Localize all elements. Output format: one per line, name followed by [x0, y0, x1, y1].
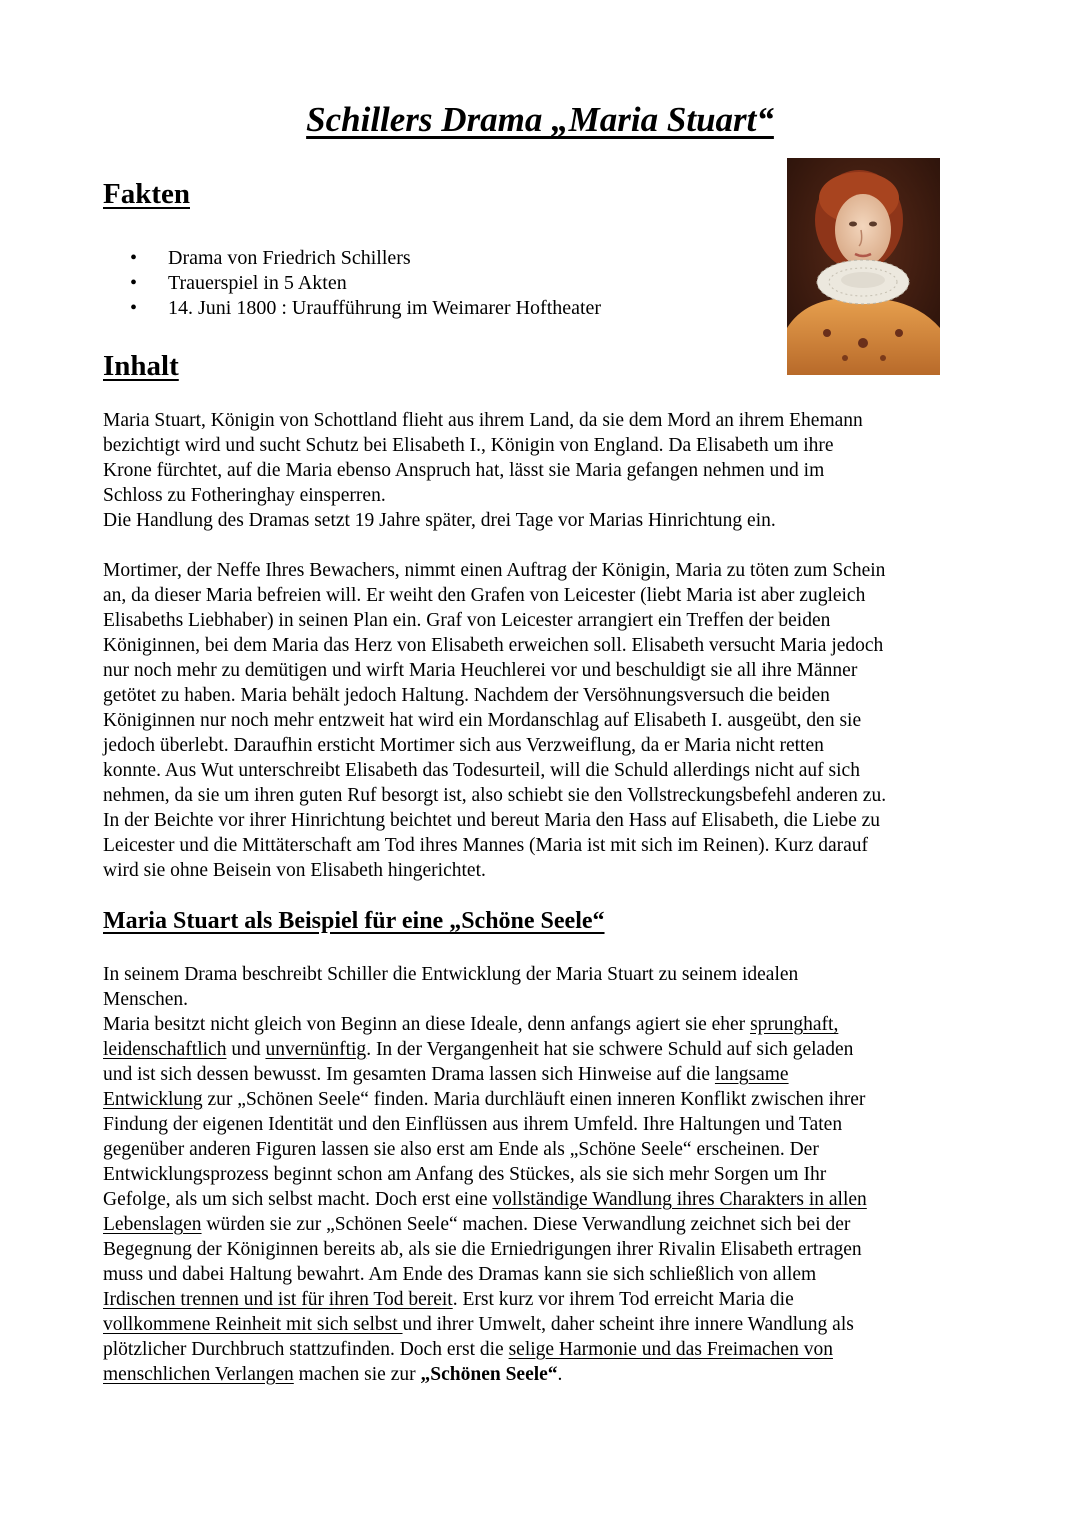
text-line: nehmen, da sie um ihren guten Ruf besorgt ist, also schiebt sie den Vollstreckungsbefehl anderen zu. — [103, 785, 887, 806]
document-title: Schillers Drama „Maria Stuart“ — [306, 100, 774, 139]
summary-paragraph-1 — [103, 408, 983, 533]
text-line: gegenüber anderen Figuren lassen sie also erst am Ende als „Schöne Seele“ erscheinen. Der — [103, 1139, 819, 1160]
text-run: . In der Vergangenheit hat sie schwere Schuld auf sich geladen — [366, 1039, 854, 1060]
text-line: Königinnen nur noch mehr entzweit hat wird ein Mordanschlag auf Elisabeth I. ausgeübt, den sie — [103, 710, 862, 731]
list-item: • 14. Juni 1800 : Uraufführung im Weimarer Hoftheater — [130, 296, 601, 321]
underlined-phrase: menschlichen Verlangen — [103, 1364, 294, 1385]
text-line: jedoch überlebt. Daraufhin ersticht Mortimer sich aus Verzweiflung, da er Maria nicht retten — [103, 735, 824, 756]
facts-heading: Fakten — [103, 178, 190, 210]
text-line: Schloss zu Fotheringhay einsperren. — [103, 485, 386, 506]
text-line: Menschen. — [103, 989, 189, 1010]
text-line: nur noch mehr zu demütigen und wirft Maria Heuchlerei vor und beschuldigt sie all ihre Männer — [103, 660, 858, 681]
text-line: Begegnung der Königinnen bereits ab, als sie die Erniedrigungen ihrer Rivalin Elisabeth ertragen — [103, 1239, 862, 1260]
text-line: Die Handlung des Dramas setzt 19 Jahre später, drei Tage vor Marias Hinrichtung ein. — [103, 510, 776, 531]
text-line: Königinnen, bei dem Maria das Herz von Elisabeth erweichen soll. Elisabeth versucht Maria jedoch — [103, 635, 884, 656]
text-line: konnte. Aus Wut unterschreibt Elisabeth das Todesurteil, will die Schuld allerdings nicht auf sich — [103, 760, 860, 781]
text-line: Krone fürchtet, auf die Maria ebenso Anspruch hat, lässt sie Maria gefangen nehmen und im — [103, 460, 825, 481]
text-run: zur „Schönen Seele“ finden. Maria durchläuft einen inneren Konflikt zwischen ihrer — [202, 1089, 866, 1110]
summary-paragraph-2 — [103, 558, 983, 883]
text-run: und ist sich dessen bewusst. Im gesamten Drama lassen sich Hinweise auf die — [103, 1064, 715, 1085]
text-line: muss und dabei Haltung bewahrt. Am Ende des Dramas kann sie sich schließlich von allem — [103, 1264, 817, 1285]
text-run: Maria besitzt nicht gleich von Beginn an diese Ideale, denn anfangs agiert sie eher — [103, 1014, 751, 1035]
schoene-seele-paragraph — [103, 962, 983, 1387]
underlined-phrase: unvernünftig — [265, 1039, 367, 1060]
underlined-phrase: vollkommene Reinheit mit sich selbst — [103, 1314, 403, 1335]
text-run: machen sie zur — [293, 1364, 421, 1385]
text-line: wird sie ohne Beisein von Elisabeth hingerichtet. — [103, 860, 486, 881]
text-run: und ihrer Umwelt, daher scheint ihre innere Wandlung als — [402, 1314, 854, 1335]
text-run: . — [557, 1364, 563, 1385]
underlined-phrase: langsame — [714, 1064, 789, 1085]
text-line: Findung der eigenen Identität und den Einflüssen aus ihrem Umfeld. Ihre Haltungen und Taten — [103, 1114, 843, 1135]
text-line: Entwicklungsprozess beginnt schon am Anfang des Stückes, als sie sich mehr Sorgen um Ihr — [103, 1164, 827, 1185]
text-line: an, da dieser Maria befreien will. Er weiht den Grafen von Leicester (liebt Maria ist aber zugleich — [103, 585, 866, 606]
text-line: bezichtigt wird und sucht Schutz bei Elisabeth I., Königin von England. Da Elisabeth um ihre — [103, 435, 834, 456]
list-item: • Trauerspiel in 5 Akten — [130, 271, 601, 296]
text-run: Gefolge, als um sich selbst macht. Doch erst eine — [103, 1189, 493, 1210]
text-line: In der Beichte vor ihrer Hinrichtung beichtet und bereut Maria den Hass auf Elisabeth, die Liebe zu — [103, 810, 881, 831]
content-heading: Inhalt — [103, 350, 179, 382]
bold-phrase: „Schönen Seele“ — [420, 1364, 558, 1385]
facts-list — [130, 246, 601, 321]
text-line: getötet zu haben. Maria behält jedoch Haltung. Nachdem der Versöhnungsversuch die beiden — [103, 685, 830, 706]
underlined-phrase: Irdischen trennen und ist für ihren Tod bereit — [103, 1289, 453, 1310]
text-run: plötzlicher Durchbruch stattzufinden. Doch erst die — [103, 1339, 509, 1360]
underlined-phrase: Lebenslagen — [103, 1214, 202, 1235]
text-run: . Erst kurz vor ihrem Tod erreicht Maria die — [452, 1289, 794, 1310]
underlined-phrase: vollständige Wandlung ihres Charakters in allen — [492, 1189, 867, 1210]
list-item: • Drama von Friedrich Schillers — [130, 246, 601, 271]
text-line: Elisabeths Liebhaber) in seinen Plan ein. Graf von Leicester arrangiert ein Treffen der beiden — [103, 610, 831, 631]
text-line: Leicester und die Mittäterschaft am Tod ihres Mannes (Maria ist mit sich im Reinen). Kurz darauf — [103, 835, 869, 856]
underlined-phrase: leidenschaftlich — [103, 1039, 227, 1060]
portrait-image-icon — [787, 158, 940, 375]
text-run: und — [226, 1039, 266, 1060]
text-run: würden sie zur „Schönen Seele“ machen. Diese Verwandlung zeichnet sich bei der — [201, 1214, 851, 1235]
text-line: Maria Stuart, Königin von Schottland flieht aus ihrem Land, da sie dem Mord an ihrem Ehemann — [103, 410, 863, 431]
underlined-phrase: Entwicklung — [103, 1089, 203, 1110]
schoene-seele-heading: Maria Stuart als Beispiel für eine „Schöne Seele“ — [103, 908, 605, 934]
text-line: In seinem Drama beschreibt Schiller die Entwicklung der Maria Stuart zu seinem idealen — [103, 964, 799, 985]
maria-stuart-portrait — [787, 158, 940, 375]
underlined-phrase: selige Harmonie und das Freimachen von — [508, 1339, 833, 1360]
text-line: Mortimer, der Neffe Ihres Bewachers, nimmt einen Auftrag der Königin, Maria zu töten zum Schein — [103, 560, 886, 581]
underlined-phrase: sprunghaft, — [750, 1014, 839, 1035]
